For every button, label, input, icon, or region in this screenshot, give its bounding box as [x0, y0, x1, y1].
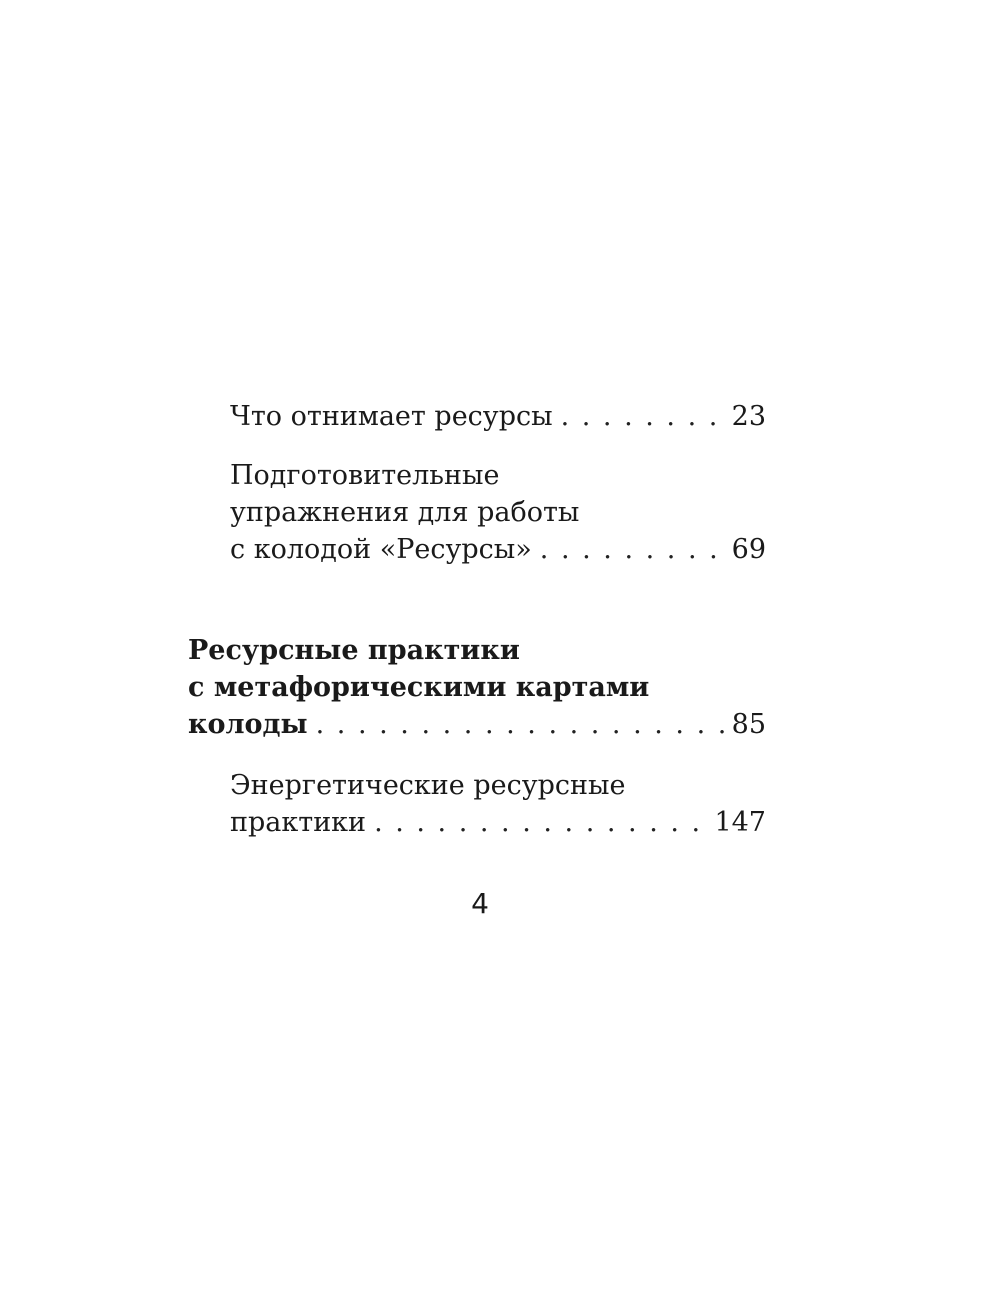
- toc-entry-title-line: с метафорическими картами: [188, 672, 650, 703]
- toc-entry-leader-line: [188, 706, 766, 743]
- toc-page-number: 69: [731, 534, 766, 565]
- toc-entry-leader-line: [230, 531, 766, 568]
- toc-entry-title-line: Ресурсные практики: [188, 635, 520, 666]
- dot-leader: [316, 706, 724, 743]
- dot-leader: [540, 531, 724, 568]
- toc-entry-resource-practices[interactable]: [188, 632, 766, 743]
- toc-entry-title-line: колоды: [188, 709, 308, 740]
- dot-leader: [374, 804, 706, 841]
- toc-entry-title: Что отнимает ресурсы: [230, 401, 553, 432]
- toc-entry-title-line: Подготовительные: [230, 460, 500, 491]
- toc-entry-title-line: практики: [230, 807, 367, 838]
- toc-entry-preparatory-exercises[interactable]: [230, 457, 766, 568]
- toc-entry-leader-line: [230, 804, 766, 841]
- toc-page-number: 147: [714, 807, 766, 838]
- toc-entry-energy-practices[interactable]: [230, 767, 766, 841]
- toc-entry-what-takes-resources[interactable]: [230, 398, 766, 435]
- toc-page-number: 23: [731, 401, 766, 432]
- toc-entry-leader-line: [230, 398, 766, 435]
- toc-page-number: 85: [731, 709, 766, 740]
- toc-entry-title-line: упражнения для работы: [230, 497, 580, 528]
- toc-entry-title-line: с колодой «Ресурсы»: [230, 534, 532, 565]
- page-number: 4: [471, 887, 489, 920]
- dot-leader: [561, 398, 724, 435]
- toc-entry-title-line: Энергетические ресурсные: [230, 770, 626, 801]
